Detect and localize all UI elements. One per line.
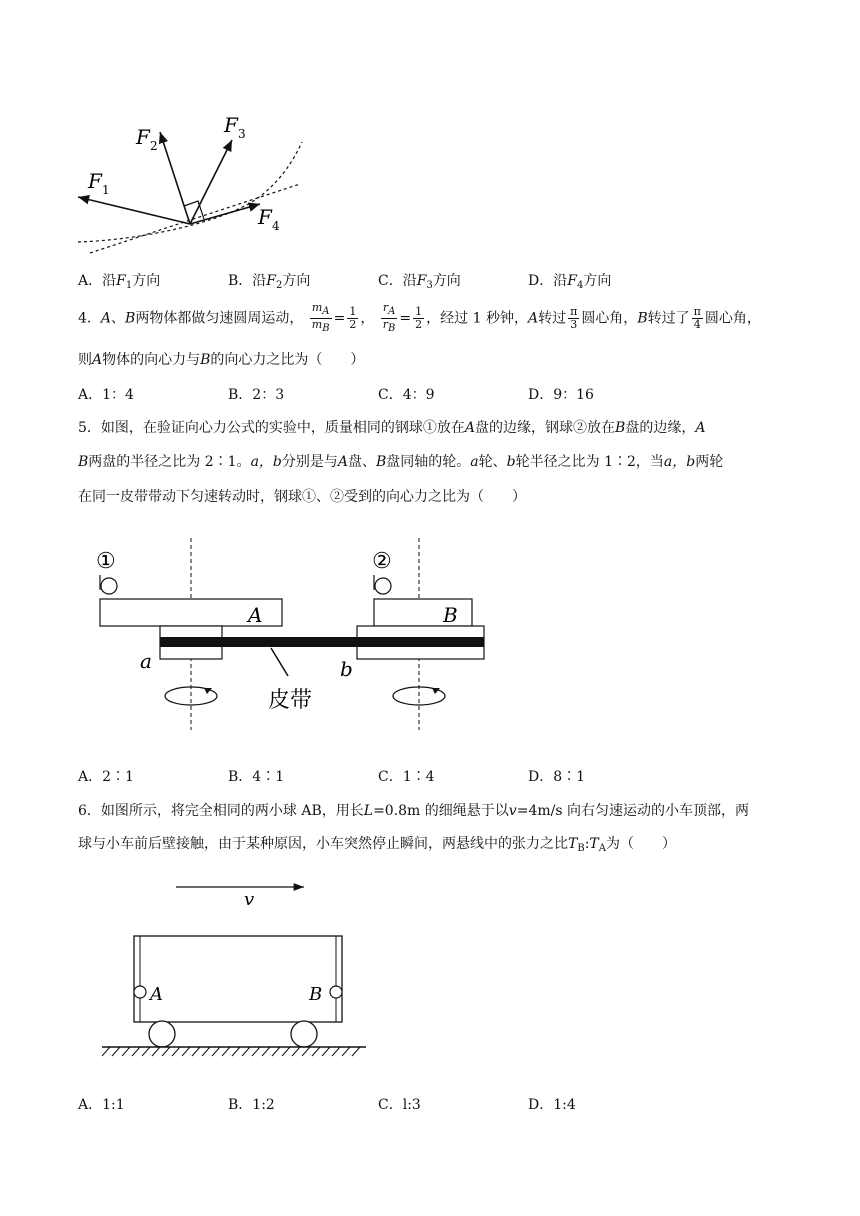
force-diagram <box>70 108 320 258</box>
q4-option-d[interactable]: D．9：16 <box>528 387 594 403</box>
q6-stem-line2: 球与小车前后壁接触，由于某种原因，小车突然停止瞬间，两悬线中的张力之比$T_B:T_A$为（ ） <box>78 836 676 854</box>
svg-text:3: 3 <box>238 127 246 141</box>
label-f1: F <box>88 169 102 193</box>
q3-option-a[interactable]: A．沿$F_1$方向 <box>78 273 161 291</box>
q6-option-b[interactable]: B．1:2 <box>228 1097 275 1113</box>
ball-1-label: ① <box>96 549 116 574</box>
ball-b-label: B <box>309 984 323 1005</box>
q5-option-a[interactable]: A．2∶1 <box>78 769 134 785</box>
ball-1 <box>101 578 117 594</box>
ball-a-label: A <box>150 984 163 1005</box>
disk-a-label: A <box>248 603 263 627</box>
q5-stem-line1: 5．如图，在验证向心力公式的实验中，质量相同的钢球①放在A盘的边缘，钢球②放在B盘的边缘，A <box>78 420 706 436</box>
ground-hatching <box>102 1047 360 1056</box>
ball-2-label: ② <box>372 549 392 574</box>
q6-option-a[interactable]: A．1:1 <box>78 1097 125 1113</box>
q3-option-c[interactable]: C．沿$F_3$方向 <box>378 273 461 291</box>
q6-option-d[interactable]: D．1:4 <box>528 1097 576 1113</box>
belt-leader-line <box>271 648 288 676</box>
cart-body <box>134 936 342 1022</box>
q5-stem-line2: B两盘的半径之比为 2∶1。a，b分别是与A盘、B盘同轴的轮。a轮、b轮半径之比为 1∶2，当a，b两轮 <box>78 454 724 470</box>
q4-option-b[interactable]: B．2：3 <box>228 387 285 403</box>
svg-text:4: 4 <box>272 219 280 233</box>
q6-stem-line1: 6．如图所示，将完全相同的两小球 AB，用长L=0.8m 的细绳悬于以v=4m/s 向右匀速运动的小车顶部，两 <box>78 803 749 819</box>
arrow-f3 <box>190 140 232 224</box>
disk-b-label: B <box>443 603 458 627</box>
q5-option-c[interactable]: C．1∶4 <box>378 769 435 785</box>
mass-ratio-fraction: $\frac{mA}{mB}$ <box>311 301 330 334</box>
ball-b <box>330 986 342 998</box>
belt <box>160 637 484 647</box>
label-f3: F <box>224 113 238 137</box>
cart-diagram <box>96 876 376 1066</box>
q4-stem-line1: 4．A、B两物体都做匀速圆周运动， $\frac{mA}{mB}$ = $\frac{1}{2}$ ， $\frac{rA}{rB}$ = $\frac{1}{2}$ ，经过 1 秒钟，A转过 $\frac{\pi}{3}$ 圆心角，B转过了 $\frac{\pi}{4}$ 圆心角， <box>78 301 761 334</box>
velocity-label: v <box>244 889 255 910</box>
radius-ratio-fraction: $\frac{rA}{rB}$ <box>382 301 396 334</box>
wheel-a-label: a <box>140 649 152 673</box>
belt-label: 皮带 <box>268 688 313 713</box>
q6-option-c[interactable]: C．l:3 <box>378 1097 421 1113</box>
wheel-rear <box>291 1021 317 1047</box>
pulley-diagram <box>88 530 498 735</box>
q3-option-b[interactable]: B．沿$F_2$方向 <box>228 273 311 291</box>
q3-option-d[interactable]: D．沿$F_4$方向 <box>528 273 612 291</box>
wheel-front <box>149 1021 175 1047</box>
wheel-b-label: b <box>340 657 353 681</box>
label-f2: F <box>136 125 150 149</box>
ball-a <box>134 986 146 998</box>
ball-2 <box>375 578 391 594</box>
q4-stem-line2: 则A物体的向心力与B的向心力之比为（ ） <box>78 352 365 368</box>
q4-option-a[interactable]: A．1：4 <box>78 387 134 403</box>
q5-stem-line3: 在同一皮带带动下匀速转动时，钢球①、②受到的向心力之比为（ ） <box>78 489 526 505</box>
label-f4: F <box>258 205 272 229</box>
arrow-f2 <box>160 132 190 224</box>
arrow-f1 <box>78 197 190 224</box>
svg-text:2: 2 <box>150 139 158 153</box>
q4-option-c[interactable]: C．4：9 <box>378 387 435 403</box>
svg-text:1: 1 <box>102 183 110 197</box>
q5-option-d[interactable]: D．8∶1 <box>528 769 586 785</box>
q5-option-b[interactable]: B．4∶1 <box>228 769 285 785</box>
